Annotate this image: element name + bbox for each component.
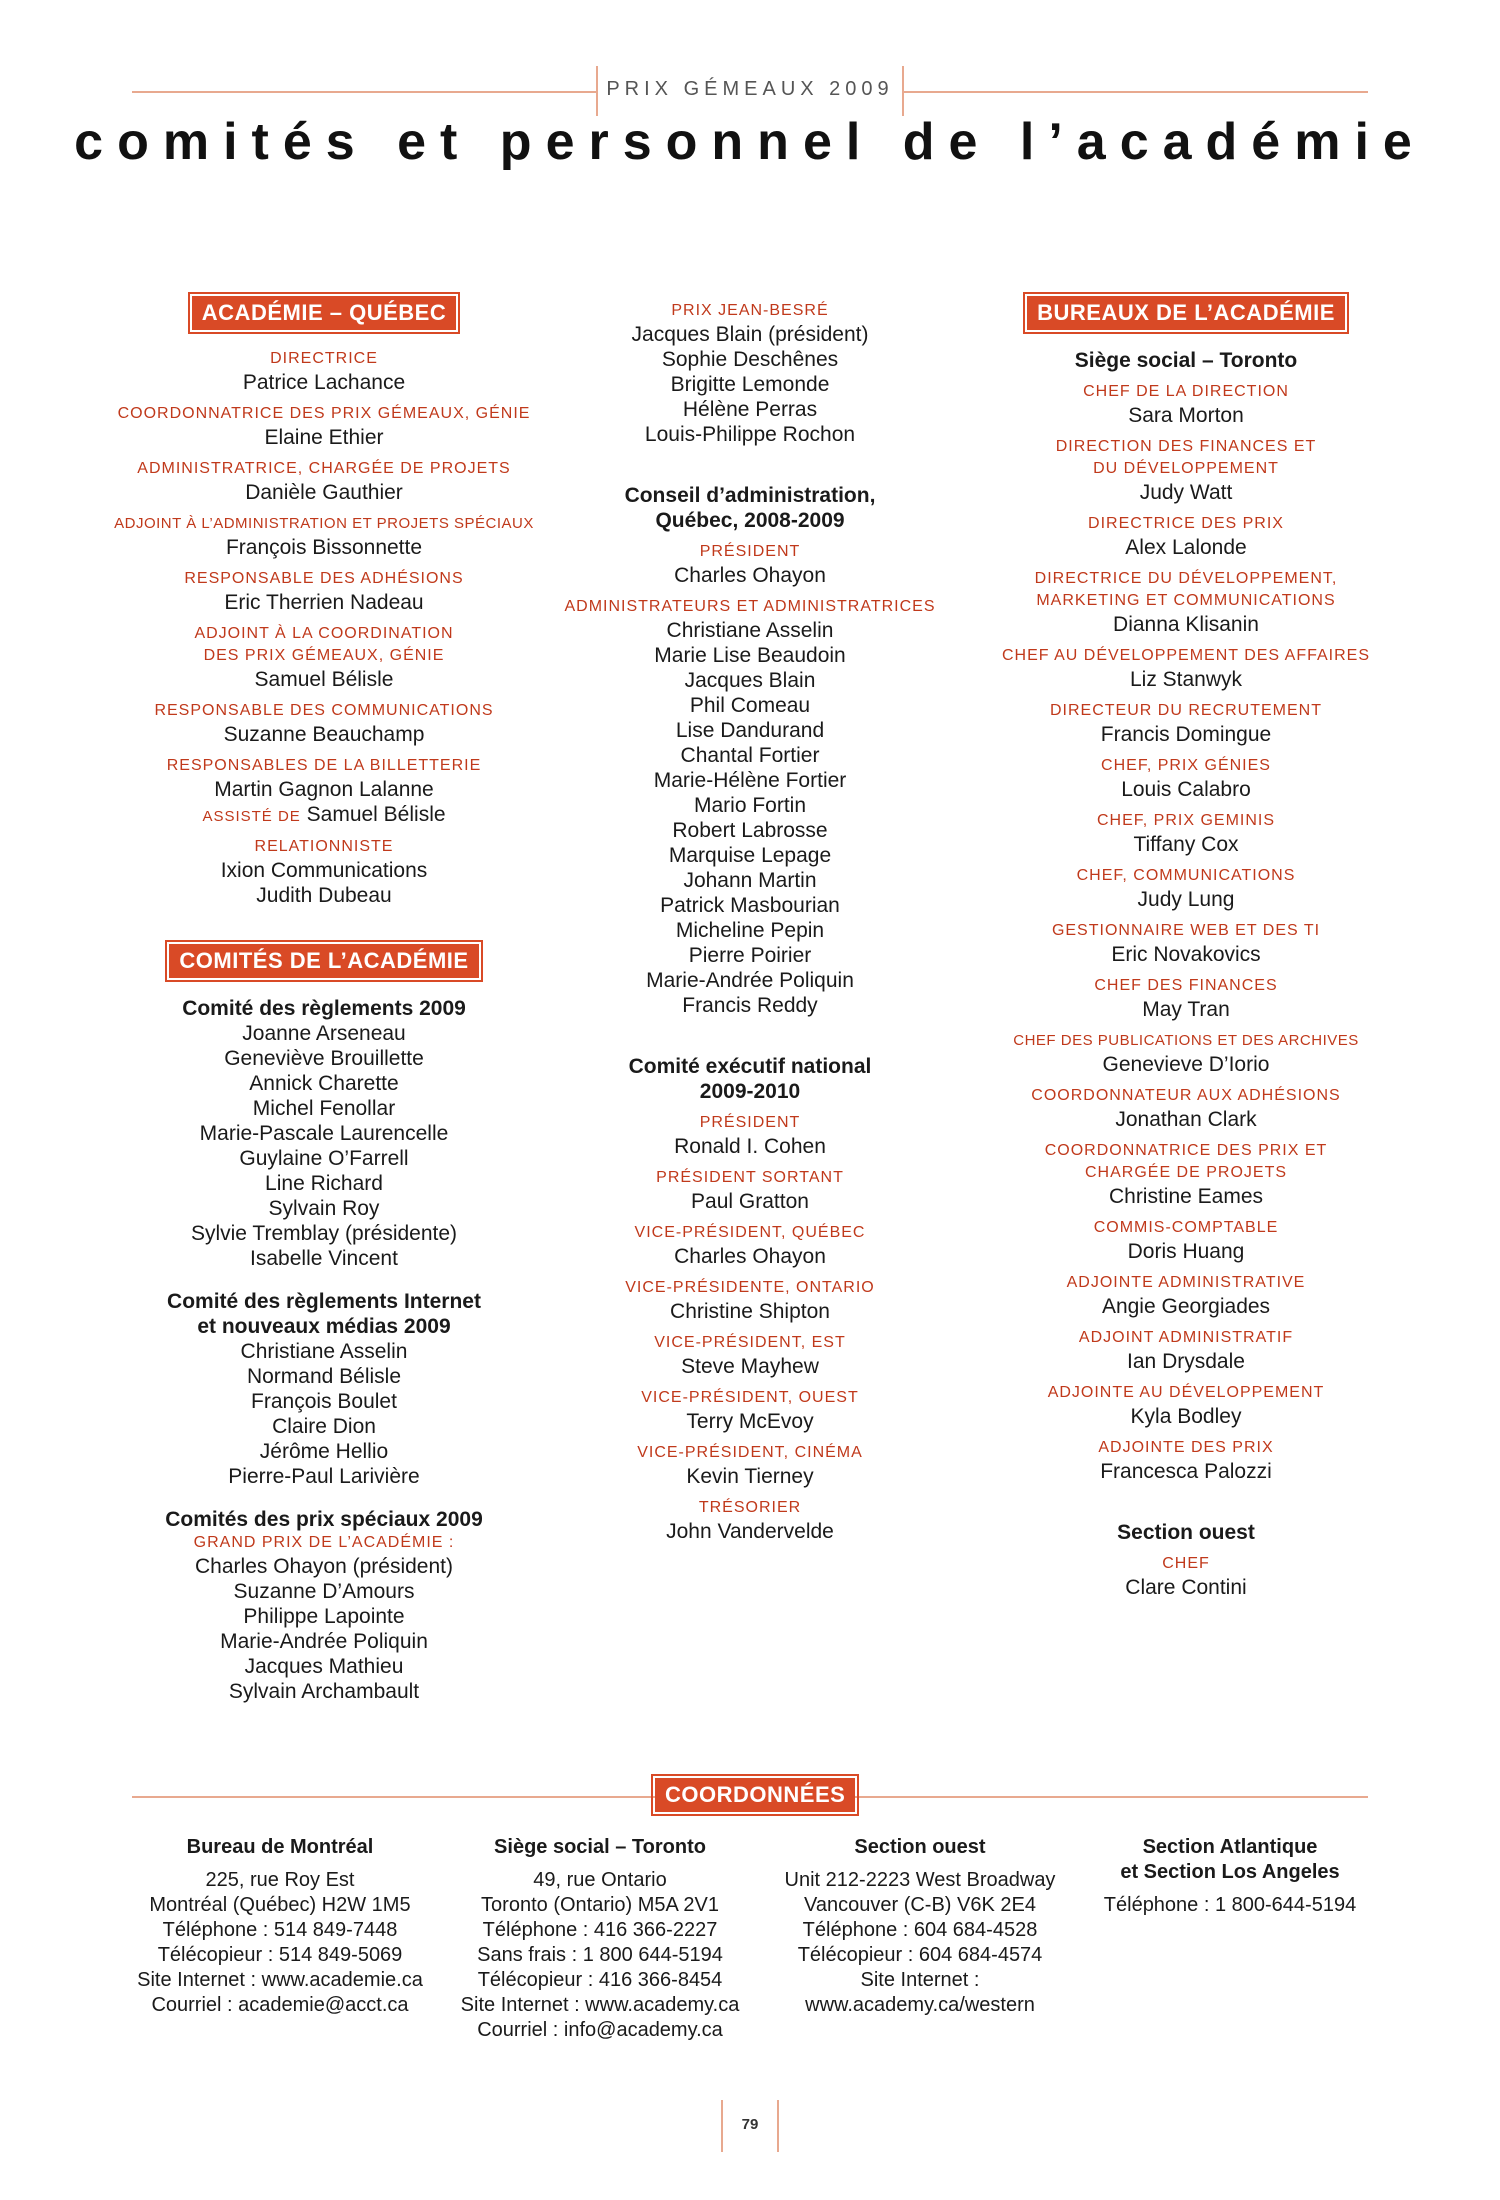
contact-montreal (120, 1835, 440, 2018)
member-name: Jacques Mathieu (244, 1655, 404, 1678)
member-name: Christiane Asselin (240, 1340, 408, 1363)
person-name: Ixion Communications (220, 859, 428, 882)
committee-title: Comités des prix spéciaux 2009 (165, 1508, 483, 1531)
role-label: ADMINISTRATEURS ET ADMINISTRATRICES (564, 598, 936, 615)
person-name: Suzanne Beauchamp (223, 723, 425, 746)
role-label: TRÉSORIER (698, 1499, 802, 1516)
person-name: John Vandervelde (666, 1520, 834, 1543)
role-label: RELATIONNISTE (254, 838, 394, 855)
person-name: Samuel Bélisle (254, 668, 394, 691)
member-name: Geneviève Brouillette (224, 1047, 424, 1070)
member-name: Brigitte Lemonde (670, 373, 830, 396)
member-name: Marie-Hélène Fortier (653, 769, 847, 792)
contact-line: Téléphone : 604 684-4528 (802, 1919, 1038, 1941)
contact-title: Section Atlantique (1142, 1836, 1318, 1858)
role-label: CHEF, PRIX GEMINIS (1096, 812, 1276, 829)
person-name: Eric Novakovics (1111, 943, 1261, 966)
assisted-by-line (100, 802, 548, 828)
coordonnees-rule-left (132, 1796, 655, 1798)
assist-prefix: ASSISTÉ DE (202, 808, 301, 825)
member-name: Marie-Andrée Poliquin (220, 1630, 428, 1653)
contact-line: Courriel : academie@acct.ca (151, 1994, 409, 2016)
role-label: COORDONNATRICE DES PRIX GÉMEAUX, GÉNIE (117, 405, 531, 422)
contact-atlantique-la (1080, 1835, 1380, 1918)
role-label: PRÉSIDENT SORTANT (656, 1169, 844, 1186)
committee-title: Comité des règlements Internet (167, 1290, 481, 1313)
person-name: Dianna Klisanin (1113, 613, 1259, 636)
role-label: ADJOINT À L’ADMINISTRATION ET PROJETS SPÉCIAUX (114, 515, 534, 532)
person-name: Kevin Tierney (686, 1465, 814, 1488)
person-name: Liz Stanwyk (1129, 668, 1243, 691)
person-name: Charles Ohayon (674, 564, 826, 587)
person-name: May Tran (1142, 998, 1230, 1021)
role-label: RESPONSABLES DE LA BILLETTERIE (166, 757, 482, 774)
member-name: Marie-Pascale Laurencelle (199, 1122, 449, 1145)
contact-toronto (440, 1835, 760, 2043)
member-name: Patrick Masbourian (660, 894, 840, 917)
column-academie-quebec (100, 296, 548, 1704)
contact-line: Téléphone : 1 800-644-5194 (1103, 1894, 1357, 1916)
member-name: Pierre-Paul Larivière (228, 1465, 420, 1488)
person-name: Louis Calabro (1121, 778, 1251, 801)
person-name: Ian Drysdale (1127, 1350, 1245, 1373)
office-title: Section ouest (1117, 1521, 1255, 1544)
contact-line: Toronto (Ontario) M5A 2V1 (481, 1894, 719, 1916)
person-name: Alex Lalonde (1125, 536, 1247, 559)
contact-line: Site Internet : www.academie.ca (137, 1969, 423, 1991)
person-name: Patrice Lachance (242, 371, 406, 394)
contact-line: Sans frais : 1 800 644-5194 (477, 1944, 723, 1966)
person-name: Judith Dubeau (256, 884, 392, 907)
member-name: Sylvie Tremblay (présidente) (190, 1222, 458, 1245)
member-name: Micheline Pepin (675, 919, 825, 942)
role-label: VICE-PRÉSIDENT, OUEST (641, 1389, 859, 1406)
role-label: VICE-PRÉSIDENT, QUÉBEC (634, 1224, 866, 1241)
contact-line: Télécopieur : 604 684-4574 (797, 1944, 1043, 1966)
person-name: Christine Eames (1108, 1185, 1264, 1208)
page-number: 79 (741, 2116, 759, 2133)
committee-title: Comité des règlements 2009 (182, 997, 466, 1020)
member-name: Jérôme Hellio (259, 1440, 389, 1463)
role-label: ADJOINT ADMINISTRATIF (1078, 1329, 1294, 1346)
coordonnees-heading (655, 1778, 855, 1812)
board-title: 2009-2010 (699, 1080, 801, 1103)
role-label: GRAND PRIX DE L’ACADÉMIE : (193, 1534, 455, 1551)
contact-line: Télécopieur : 416 366-8454 (477, 1969, 723, 1991)
member-name: Claire Dion (272, 1415, 376, 1438)
role-label: CHEF DES PUBLICATIONS ET DES ARCHIVES (1013, 1032, 1359, 1049)
member-name: Annick Charette (249, 1072, 399, 1095)
contact-line: Unit 212-2223 West Broadway (784, 1869, 1056, 1891)
role-label: ADJOINTE DES PRIX (1098, 1439, 1274, 1456)
contact-line: 225, rue Roy Est (205, 1869, 355, 1891)
person-name: Ronald I. Cohen (674, 1135, 826, 1158)
member-name: Christiane Asselin (666, 619, 834, 642)
section-badge-bureaux: BUREAUX DE L’ACADÉMIE (1027, 296, 1345, 330)
person-name: Francis Domingue (1100, 723, 1272, 746)
member-name: Suzanne D’Amours (233, 1580, 415, 1603)
member-name: Mario Fortin (693, 794, 807, 817)
role-label: DIRECTRICE DES PRIX (1088, 515, 1284, 532)
member-name: Sylvain Archambault (228, 1680, 420, 1703)
role-label: CHEF, COMMUNICATIONS (1076, 867, 1296, 884)
person-name: Judy Lung (1137, 888, 1235, 911)
role-label: COMMIS-COMPTABLE (1093, 1219, 1279, 1236)
person-name: Kyla Bodley (1130, 1405, 1242, 1428)
person-name: Clare Contini (1125, 1576, 1247, 1599)
role-label: DES PRIX GÉMEAUX, GÉNIE (203, 647, 445, 664)
contact-line: 49, rue Ontario (533, 1869, 667, 1891)
office-title: Siège social – Toronto (1074, 349, 1298, 372)
member-name: Jacques Blain (684, 669, 816, 692)
member-name: Hélène Perras (682, 398, 818, 421)
contact-line: www.academy.ca/western (805, 1994, 1035, 2016)
role-label: CHEF DE LA DIRECTION (1083, 383, 1289, 400)
member-name: Marie-Andrée Poliquin (646, 969, 854, 992)
person-name: Charles Ohayon (674, 1245, 826, 1268)
member-name: Louis-Philippe Rochon (644, 423, 856, 446)
role-label: VICE-PRÉSIDENT, EST (654, 1334, 846, 1351)
person-name: Genevieve D’Iorio (1102, 1053, 1270, 1076)
role-label: PRÉSIDENT (699, 543, 801, 560)
member-name: Francis Reddy (682, 994, 818, 1017)
person-name: Terry McEvoy (686, 1410, 814, 1433)
board-title: Comité exécutif national (628, 1055, 872, 1078)
role-label: PRÉSIDENT (699, 1114, 801, 1131)
header-rule-left (132, 91, 596, 93)
header-rule-right (904, 91, 1368, 93)
section-badge-coordonnees: COORDONNÉES (655, 1778, 855, 1812)
contact-line: Vancouver (C-B) V6K 2E4 (804, 1894, 1036, 1916)
member-name: Pierre Poirier (688, 944, 812, 967)
member-name: Marie Lise Beaudoin (654, 644, 846, 667)
member-name: Michel Fenollar (252, 1097, 396, 1120)
member-name: Marquise Lepage (668, 844, 832, 867)
member-name: François Boulet (251, 1390, 397, 1413)
role-label: DIRECTION DES FINANCES ET (1055, 438, 1317, 455)
person-name: Martin Gagnon Lalanne (214, 778, 434, 801)
person-name: Christine Shipton (670, 1300, 830, 1323)
board-title: Québec, 2008-2009 (655, 509, 845, 532)
role-label: DIRECTEUR DU RECRUTEMENT (1050, 702, 1322, 719)
role-label: DIRECTRICE (270, 350, 378, 367)
role-label: DIRECTRICE DU DÉVELOPPEMENT, (1034, 570, 1338, 587)
contact-title: Siège social – Toronto (494, 1836, 706, 1858)
header-label: PRIX GÉMEAUX 2009 (606, 78, 894, 100)
member-name: Guylaine O’Farrell (239, 1147, 409, 1170)
member-name: Chantal Fortier (680, 744, 820, 767)
person-name: Judy Watt (1139, 481, 1233, 504)
member-name: Joanne Arseneau (242, 1022, 406, 1045)
contact-line: Téléphone : 514 849-7448 (162, 1919, 398, 1941)
role-label: VICE-PRÉSIDENTE, ONTARIO (625, 1279, 875, 1296)
person-name: Jonathan Clark (1115, 1108, 1257, 1131)
contact-line: Montréal (Québec) H2W 1M5 (149, 1894, 411, 1916)
member-name: Jacques Blain (président) (631, 323, 869, 346)
role-label: CHEF AU DÉVELOPPEMENT DES AFFAIRES (1001, 647, 1370, 664)
board-title: Conseil d’administration, (624, 484, 876, 507)
column-conseil (552, 300, 948, 1544)
role-label: DU DÉVELOPPEMENT (1093, 460, 1279, 477)
contact-line: Télécopieur : 514 849-5069 (157, 1944, 403, 1966)
member-name: Sophie Deschênes (661, 348, 839, 371)
page-number-tick-right (777, 2100, 779, 2152)
role-label: ADJOINTE AU DÉVELOPPEMENT (1047, 1384, 1325, 1401)
contact-section-ouest (760, 1835, 1080, 2018)
member-name: Robert Labrosse (672, 819, 828, 842)
member-name: Sylvain Roy (268, 1197, 380, 1220)
person-name: Samuel Bélisle (306, 803, 446, 826)
role-label: CHARGÉE DE PROJETS (1084, 1164, 1288, 1181)
role-label: GESTIONNAIRE WEB ET DES TI (1051, 922, 1321, 939)
coordonnees-rule-right (845, 1796, 1368, 1798)
role-label: RESPONSABLE DES COMMUNICATIONS (154, 702, 494, 719)
contact-line: Téléphone : 416 366-2227 (482, 1919, 718, 1941)
role-label: CHEF DES FINANCES (1094, 977, 1278, 994)
committee-title: et nouveaux médias 2009 (197, 1315, 451, 1338)
contact-line: Site Internet : (860, 1969, 980, 1991)
person-name: Doris Huang (1127, 1240, 1245, 1263)
member-name: Charles Ohayon (président) (195, 1555, 453, 1578)
section-badge-academie-quebec: ACADÉMIE – QUÉBEC (192, 296, 456, 330)
role-label: ADJOINT À LA COORDINATION (194, 625, 454, 642)
member-name: Lise Dandurand (675, 719, 825, 742)
person-name: Steve Mayhew (681, 1355, 819, 1378)
person-name: Elaine Ethier (264, 426, 384, 449)
contact-line: Site Internet : www.academy.ca (460, 1994, 740, 2016)
role-label: ADJOINTE ADMINISTRATIVE (1066, 1274, 1306, 1291)
person-name: Francesca Palozzi (1100, 1460, 1272, 1483)
person-name: Paul Gratton (691, 1190, 809, 1213)
section-badge-comites: COMITÉS DE L’ACADÉMIE (169, 944, 478, 978)
role-label: PRIX JEAN-BESRÉ (671, 302, 829, 319)
role-label: RESPONSABLE DES ADHÉSIONS (184, 570, 464, 587)
role-label: CHEF (1162, 1555, 1210, 1572)
role-label: COORDONNATEUR AUX ADHÉSIONS (1031, 1087, 1341, 1104)
role-label: COORDONNATRICE DES PRIX ET (1044, 1142, 1328, 1159)
role-label: MARKETING ET COMMUNICATIONS (1036, 592, 1336, 609)
page-title: comités et personnel de l’académie (74, 113, 1426, 171)
contact-title: Section ouest (854, 1836, 986, 1858)
column-bureaux (1000, 296, 1372, 1600)
person-name: Angie Georgiades (1101, 1295, 1271, 1318)
person-name: Eric Therrien Nadeau (224, 591, 424, 614)
member-name: Philippe Lapointe (243, 1605, 405, 1628)
person-name: François Bissonnette (225, 536, 423, 559)
member-name: Line Richard (265, 1172, 383, 1195)
person-name: Tiffany Cox (1133, 833, 1239, 856)
contact-title: et Section Los Angeles (1120, 1861, 1340, 1883)
member-name: Phil Comeau (689, 694, 811, 717)
contact-title: Bureau de Montréal (186, 1836, 374, 1858)
person-name: Danièle Gauthier (245, 481, 403, 504)
role-label: VICE-PRÉSIDENT, CINÉMA (637, 1444, 863, 1461)
person-name: Sara Morton (1128, 404, 1244, 427)
member-name: Isabelle Vincent (250, 1247, 398, 1270)
member-name: Johann Martin (683, 869, 817, 892)
member-name: Normand Bélisle (246, 1365, 402, 1388)
contact-line: Courriel : info@academy.ca (477, 2019, 723, 2041)
role-label: CHEF, PRIX GÉNIES (1101, 757, 1271, 774)
role-label: ADMINISTRATRICE, CHARGÉE DE PROJETS (137, 460, 511, 477)
